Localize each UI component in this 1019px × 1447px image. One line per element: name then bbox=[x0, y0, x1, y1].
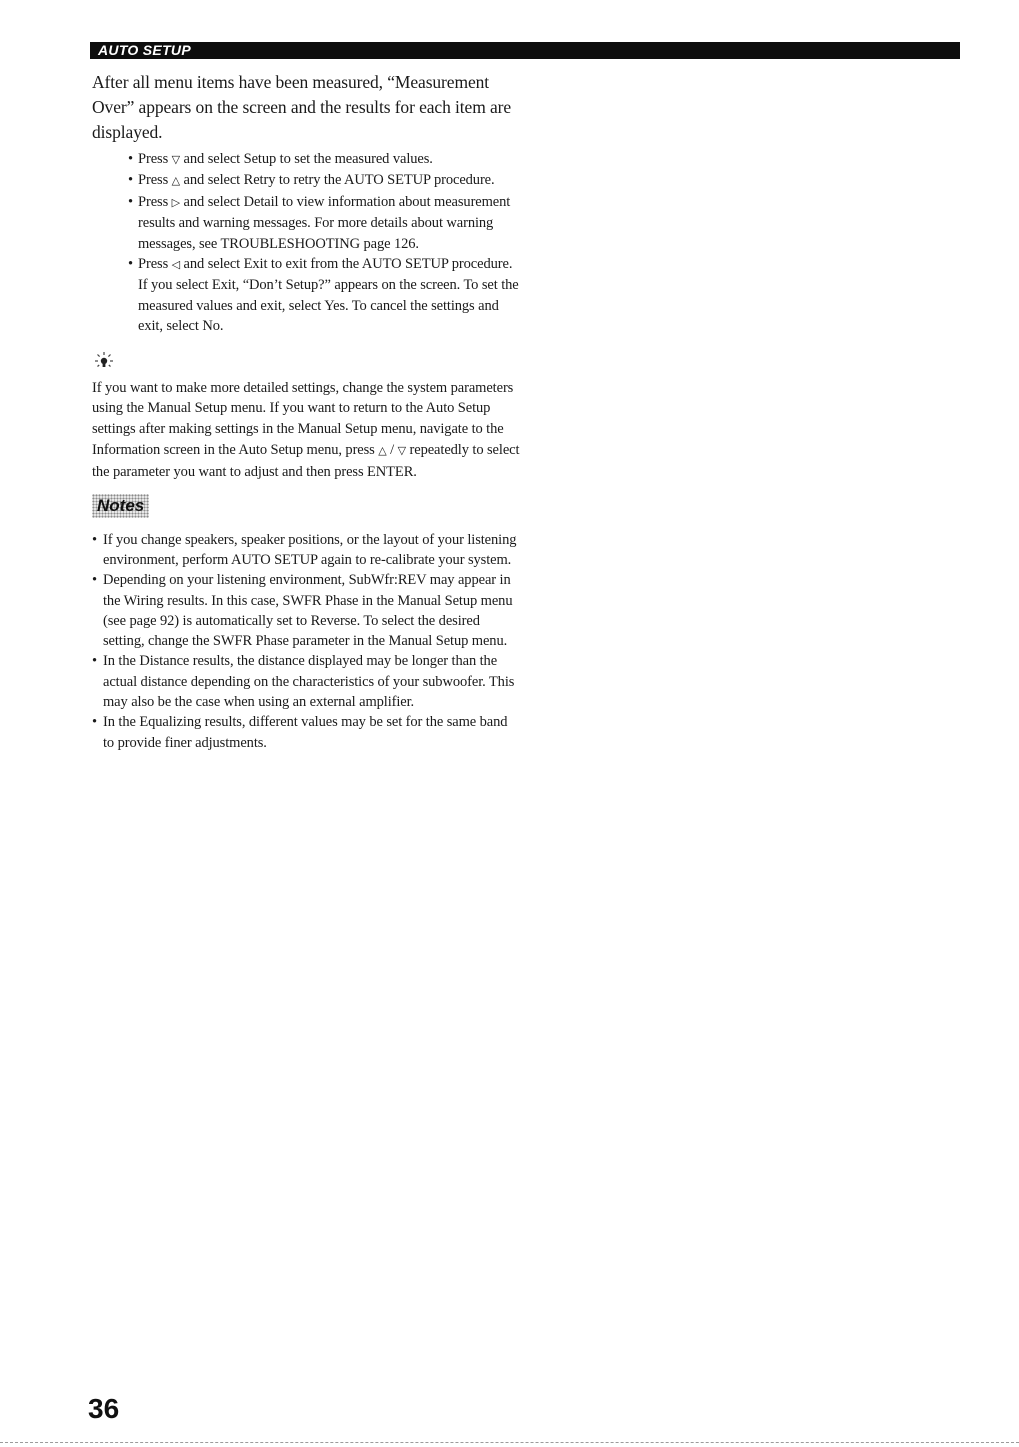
list-item bbox=[128, 149, 522, 170]
list-item: • If you change speakers, speaker positions, or the layout of your listening environment, perform AUTO SETUP again to re-calibrate your system. bbox=[92, 530, 522, 571]
list-item: • In the Distance results, the distance displayed may be longer than the actual distance depending on the characteristics of your subwoofer. This may also be the case when using an external amplifier. bbox=[92, 651, 522, 712]
list-item bbox=[128, 254, 522, 337]
tip-text: If you want to make more detailed settings, change the system parameters using the Manual Setup menu. If you want to return to the Auto Setup settings after making settings in the Manual Setup menu, navigate to the Information screen in the Auto Setup menu, press bbox=[92, 379, 514, 459]
tip-paragraph bbox=[92, 378, 522, 483]
lightbulb-tip-icon bbox=[92, 349, 116, 373]
right-arrow-icon: ▷ bbox=[171, 195, 181, 209]
tip-text: repeatedly to select the parameter you want to adjust and then press ENTER. bbox=[92, 442, 520, 480]
instruction-list bbox=[92, 149, 522, 337]
left-arrow-icon: ◁ bbox=[171, 258, 181, 272]
notes-list bbox=[92, 530, 522, 753]
up-arrow-icon: △ bbox=[171, 174, 181, 188]
tip-separator: / bbox=[386, 442, 398, 459]
down-arrow-icon: ▽ bbox=[397, 444, 406, 458]
list-item: • Depending on your listening environment, SubWfr:REV may appear in the Wiring results. In this case, SWFR Phase in the Manual Setup menu (see page 92) is automatically set to Reverse. To select the desired setting, change the SWFR Phase parameter in the Manual Setup menu. bbox=[92, 570, 522, 651]
instruction-text: Press bbox=[138, 172, 172, 189]
list-item bbox=[128, 170, 522, 191]
page-number: 36 bbox=[88, 1393, 120, 1424]
instruction-text: and select Detail to view information about measurement results and warning messages. For more details about warning messages, see TROUBLESHOOTING page 126. bbox=[138, 193, 511, 252]
instruction-text: and select Exit to exit from the AUTO SETUP procedure. If you select Exit, “Don’t Setup?” appears on the screen. To set the measured values and exit, select Yes. To cancel the settings and exit, select No. bbox=[138, 256, 519, 335]
down-arrow-icon: ▽ bbox=[171, 153, 181, 166]
up-arrow-icon: △ bbox=[378, 444, 387, 458]
intro-paragraph: After all menu items have been measured, “Measurement Over” appears on the screen and the results for each item are displayed. bbox=[92, 72, 512, 142]
instruction-text: and select Setup to set the measured values. bbox=[180, 151, 433, 167]
list-item bbox=[128, 192, 522, 254]
page-content bbox=[92, 70, 522, 753]
instruction-text: Press bbox=[138, 256, 172, 273]
page-bottom-rule bbox=[0, 1442, 1019, 1443]
instruction-text: Press bbox=[138, 151, 172, 167]
list-item: • In the Equalizing results, different values may be set for the same band to provide finer adjustments. bbox=[92, 712, 522, 753]
notes-label: Notes bbox=[92, 494, 149, 518]
section-title: AUTO SETUP bbox=[98, 42, 191, 58]
instruction-text: Press bbox=[138, 193, 172, 210]
instruction-text: and select Retry to retry the AUTO SETUP procedure. bbox=[180, 172, 495, 189]
section-header-bar bbox=[90, 42, 960, 59]
